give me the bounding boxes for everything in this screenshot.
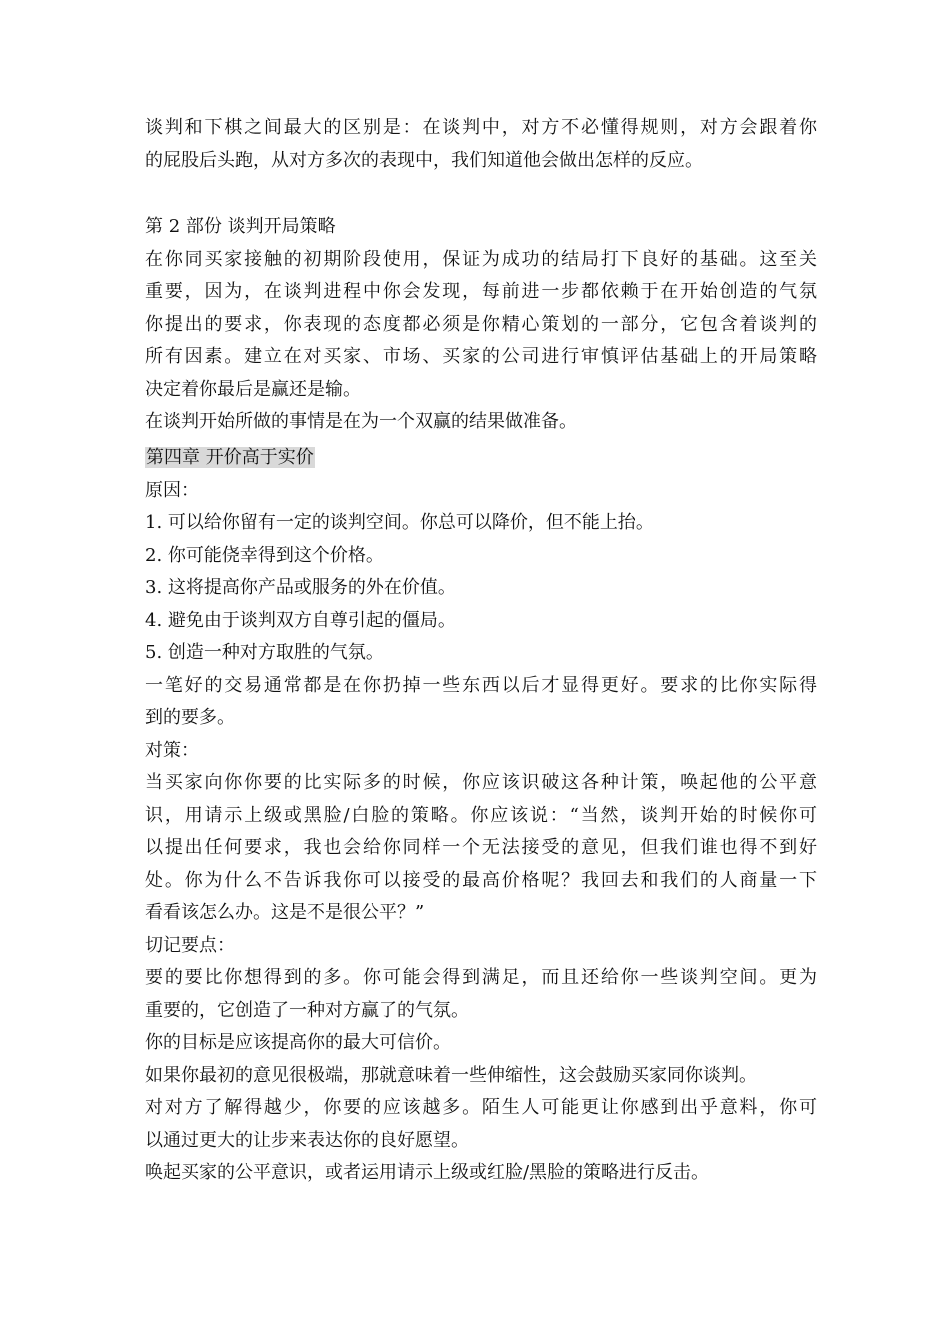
part-section — [145, 211, 817, 439]
chapter-heading — [145, 442, 817, 475]
keypoints-label: 切记要点： — [145, 934, 235, 956]
text-line: 以提出任何要求，我也会给你同样一个无法接受的意见，但我们谁也得不到好 — [145, 837, 817, 858]
text-line: 看看该怎么办。这是不是很公平？” — [145, 902, 425, 923]
chapter-title-highlight: 第四章 开价高于实价 — [146, 447, 314, 468]
list-item: 3. 这将提高你产品或服务的外在价值。 — [145, 577, 456, 598]
text-line: 在你同买家接触的初期阶段使用，保证为成功的结局打下良好的基础。这至关 — [145, 248, 817, 270]
text-line: 到的要多。 — [145, 707, 235, 728]
text-line: 所有因素。建立在对买家、市场、买家的公司进行审慎评估基础上的开局策略 — [145, 346, 817, 367]
chapter-section — [145, 442, 817, 1190]
text-line: 对对方了解得越少，你要的应该越多。陌生人可能更让你感到出乎意料，你可 — [145, 1097, 817, 1118]
text-line: 重要，因为，在谈判进程中你会发现，每前进一步都依赖于在开始创造的气氛 — [145, 281, 817, 302]
reasons-label: 原因： — [145, 479, 199, 501]
list-item: 1. 可以给你留有一定的谈判空间。你总可以降价，但不能上抬。 — [145, 512, 654, 533]
text-line: 当买家向你你要的比实际多的时候，你应该识破这各种计策，唤起他的公平意 — [145, 772, 817, 793]
list-item: 5. 创造一种对方取胜的气氛。 — [145, 642, 384, 663]
intro-paragraph — [145, 112, 817, 177]
list-item: 4. 避免由于谈判双方自尊引起的僵局。 — [145, 609, 456, 631]
text-line: 如果你最初的意见很极端，那就意味着一些伸缩性，这会鼓励买家同你谈判。 — [145, 1064, 757, 1086]
text-line: 唤起买家的公平意识，或者运用请示上级或红脸/黑脸的策略进行反击。 — [145, 1162, 710, 1183]
text-line: 以通过更大的让步来表达你的良好愿望。 — [145, 1129, 469, 1151]
text-line: 处。你为什么不告诉我你可以接受的最高价格呢？我回去和我们的人商量一下 — [145, 869, 817, 891]
text-line: 在谈判开始所做的事情是在为一个双赢的结果做准备。 — [145, 411, 577, 432]
text-line: 一笔好的交易通常都是在你扔掉一些东西以后才显得更好。要求的比你实际得 — [145, 674, 817, 696]
part-heading: 第 2 部份 谈判开局策略 — [145, 216, 336, 237]
list-item: 2. 你可能侥幸得到这个价格。 — [145, 544, 384, 566]
text-line: 你提出的要求，你表现的态度都必须是你精心策划的一部分，它包含着谈判的 — [145, 313, 817, 335]
text-line: 谈判和下棋之间最大的区别是：在谈判中，对方不必懂得规则，对方会跟着你 — [145, 117, 817, 138]
text-line: 识，用请示上级或黑脸/白脸的策略。你应该说：“当然，谈判开始的时候你可 — [145, 804, 817, 826]
text-line: 重要的，它创造了一种对方赢了的气氛。 — [145, 999, 469, 1021]
text-line: 你的目标是应该提高你的最大可信价。 — [145, 1032, 451, 1053]
text-line: 要的要比你想得到的多。你可能会得到满足，而且还给你一些谈判空间。更为 — [145, 967, 817, 988]
text-line: 的屁股后头跑，从对方多次的表现中，我们知道他会做出怎样的反应。 — [145, 149, 703, 171]
text-line: 决定着你最后是赢还是输。 — [145, 378, 361, 400]
countermeasure-label: 对策： — [145, 739, 199, 761]
